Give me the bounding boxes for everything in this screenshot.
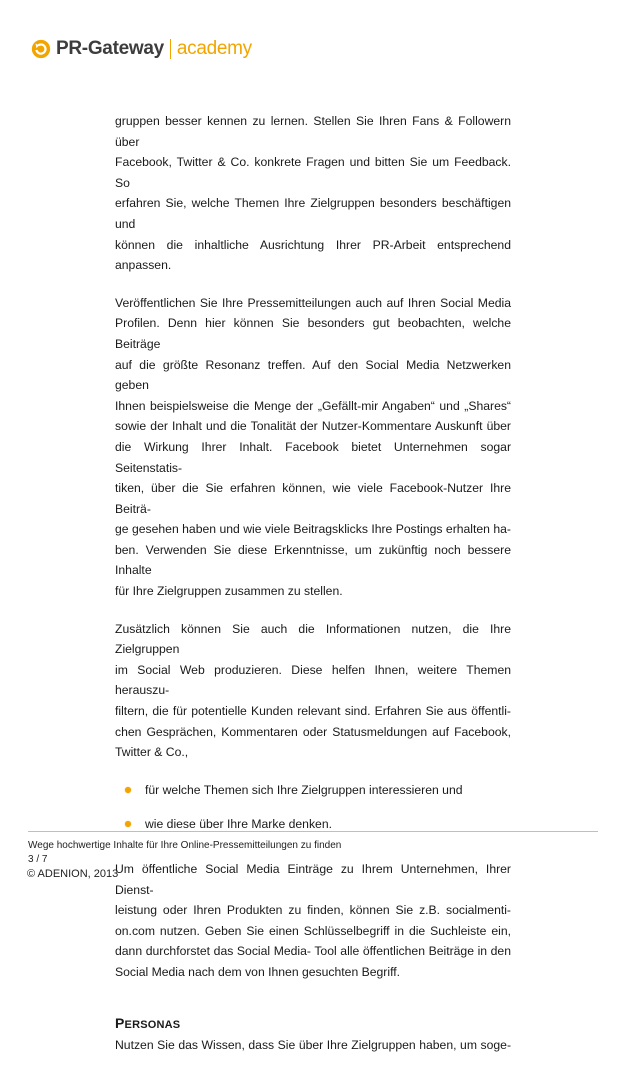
text-line: auf die größte Resonanz treffen. Auf den Social Media Netzwerken geben bbox=[115, 357, 511, 393]
text-line: Zusätzlich können Sie auch die Informationen nutzen, die Ihre Zielgruppen bbox=[115, 621, 511, 657]
text-line: Veröffentlichen Sie Ihre Pressemitteilungen auch auf Ihren Social Media bbox=[115, 295, 511, 310]
heading-initial: P bbox=[115, 1014, 125, 1031]
text-line: tiken, über die Sie erfahren können, wie viele Facebook-Nutzer Ihre Beiträ- bbox=[115, 481, 511, 516]
text-line: leistung oder Ihren Produkten zu finden, können Sie z.B. socialmenti- bbox=[115, 903, 511, 918]
refresh-arrow-icon bbox=[30, 38, 52, 60]
paragraph-5 bbox=[115, 1035, 511, 1056]
text-line: on.com nutzen. Geben Sie einen Schlüsselbegriff in die Suchleiste ein, bbox=[115, 923, 511, 938]
logo-subtitle: academy bbox=[176, 38, 252, 59]
bullet-list bbox=[115, 780, 511, 835]
copyright: © ADENION, 2013 bbox=[27, 868, 119, 880]
document-body bbox=[115, 111, 511, 1072]
bullet-icon bbox=[125, 787, 131, 793]
text-line: gruppen besser kennen zu lernen. Stellen Sie Ihren Fans & Followern über bbox=[115, 114, 511, 149]
text-line: ge gesehen haben und wie viele Beitragsklicks Ihre Postings erhalten ha- bbox=[115, 522, 511, 537]
paragraph-1 bbox=[115, 111, 511, 276]
footer-title: Wege hochwertige Inhalte für Ihre Online-Pressemitteilungen zu finden bbox=[28, 840, 342, 851]
text-line: chen Gesprächen, Kommentaren oder Statusmeldungen auf Facebook, bbox=[115, 724, 511, 739]
logo-divider bbox=[170, 39, 171, 59]
bullet-icon bbox=[125, 821, 131, 827]
text-line: für Ihre Zielgruppen zusammen zu stellen. bbox=[115, 584, 343, 599]
text-line: Twitter & Co., bbox=[115, 745, 189, 760]
page-number: 3 / 7 bbox=[28, 853, 48, 865]
text-line: die Wirkung Ihrer Inhalt. Facebook bietet Unternehmen sogar Seitenstatis- bbox=[115, 439, 511, 475]
text-line: im Social Web produzieren. Diese helfen Ihnen, weitere Themen herauszu- bbox=[115, 662, 511, 698]
list-item-text: für welche Themen sich Ihre Zielgruppen interessieren und bbox=[145, 782, 463, 797]
text-line: können die inhaltliche Ausrichtung Ihrer PR-Arbeit entsprechend anpassen. bbox=[115, 237, 511, 273]
text-line: sowie der Inhalt und die Tonalität der Nutzer-Kommentare Auskunft über bbox=[115, 419, 511, 434]
text-line: Facebook, Twitter & Co. konkrete Fragen und bitten Sie um Feedback. So bbox=[115, 155, 511, 190]
text-line: ben. Verwenden Sie diese Erkenntnisse, um zukünftig noch bessere Inhalte bbox=[115, 542, 511, 578]
text-line: filtern, die für potentielle Kunden relevant sind. Erfahren Sie aus öffentli- bbox=[115, 704, 511, 719]
text-line: dann durchforstet das Social Media- Tool alle öffentlichen Beiträge in den bbox=[115, 944, 511, 959]
heading-rest: ERSONAS bbox=[124, 1018, 181, 1031]
paragraph-3 bbox=[115, 619, 511, 763]
section-heading bbox=[115, 1015, 511, 1031]
text-line: Um öffentliche Social Media Einträge zu Ihrem Unternehmen, Ihrer Dienst- bbox=[115, 862, 511, 897]
text-line: Ihnen beispielsweise die Menge der „Gefällt-mir Angaben“ und „Shares“ bbox=[115, 398, 511, 413]
paragraph-2 bbox=[115, 293, 511, 602]
logo bbox=[30, 34, 252, 64]
page-footer bbox=[28, 831, 598, 882]
text-line: Social Media nach dem von Ihnen gesuchten Begriff. bbox=[115, 964, 401, 979]
text-line: erfahren Sie, welche Themen Ihre Zielgruppen besonders beschäftigen und bbox=[115, 196, 511, 231]
list-item bbox=[115, 780, 511, 801]
text-line: Nutzen Sie das Wissen, dass Sie über Ihre Zielgruppen haben, um soge- bbox=[115, 1037, 511, 1052]
logo-brand: PR-Gateway bbox=[56, 38, 164, 59]
list-item-text: wie diese über Ihre Marke denken. bbox=[145, 817, 332, 832]
text-line: Profilen. Denn hier können Sie besonders gut beobachten, welche Beiträge bbox=[115, 316, 511, 351]
